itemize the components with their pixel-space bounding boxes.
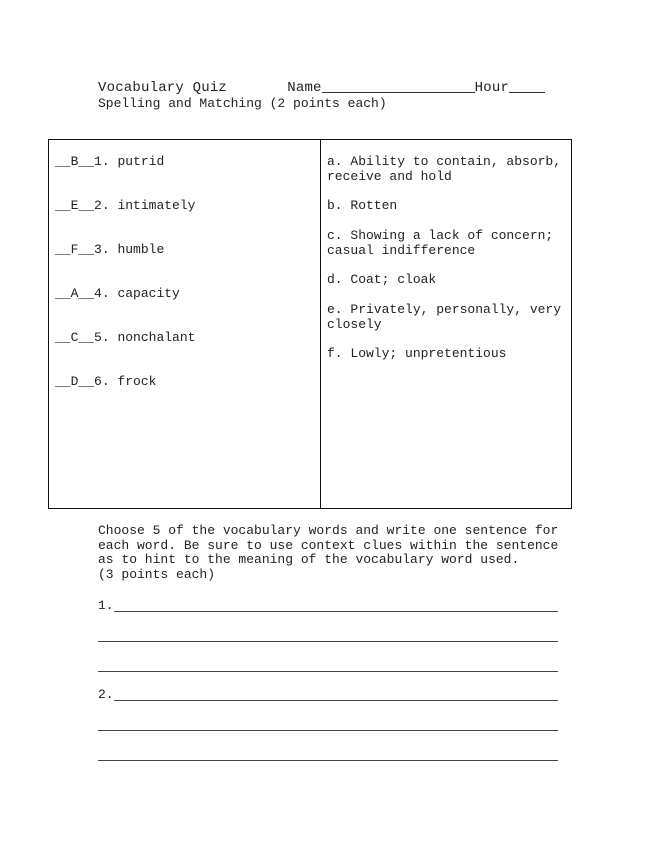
answer-3[interactable]: F <box>70 242 79 257</box>
sentence-number-1: 1. <box>98 598 114 613</box>
item-number-4: 4. <box>94 286 110 301</box>
points-note: (3 points each) <box>98 567 216 583</box>
matching-table <box>48 139 572 509</box>
match-item-3: __F__3. humble <box>55 242 165 257</box>
match-item-2: __E__2. intimately <box>55 198 196 213</box>
item-number-2: 2. <box>94 198 110 213</box>
sentence-instructions <box>98 524 568 583</box>
word-4: capacity <box>117 286 180 301</box>
match-item-6: __D__6. frock <box>55 374 157 389</box>
sentence-1-line-3[interactable] <box>98 671 558 672</box>
definitions-column <box>321 140 571 508</box>
answer-2[interactable]: E <box>70 198 79 213</box>
quiz-subtitle: Spelling and Matching (2 points each) <box>98 96 387 111</box>
name-field[interactable] <box>322 78 475 93</box>
sentence-2-line-1[interactable] <box>114 700 558 701</box>
sentence-1-line-2[interactable] <box>98 641 558 642</box>
definition-b: b. Rotten <box>327 198 398 213</box>
quiz-header <box>98 78 545 96</box>
match-item-5: __C__5. nonchalant <box>55 330 196 345</box>
answer-1[interactable]: B <box>70 154 79 169</box>
instructions-text: Choose 5 of the vocabulary words and write one sentence for each word. Be sure to use context clues within the sentence as to hint to the meaning of the vocabulary word used. <box>98 523 559 568</box>
item-number-6: 6. <box>94 374 110 389</box>
hour-label: Hour <box>474 80 510 96</box>
sentence-number-2: 2. <box>98 687 114 702</box>
match-item-4: __A__4. capacity <box>55 286 180 301</box>
item-number-3: 3. <box>94 242 110 257</box>
words-column <box>49 140 321 508</box>
definition-c: c. Showing a lack of concern; casual indifference <box>327 228 554 258</box>
answer-5[interactable]: C <box>70 330 79 345</box>
item-number-1: 1. <box>94 154 110 169</box>
word-5: nonchalant <box>117 330 196 345</box>
match-item-1: __B__1. putrid <box>55 154 165 169</box>
sentence-2-line-3[interactable] <box>98 760 558 761</box>
word-6: frock <box>117 374 157 389</box>
definition-e: e. Privately, personally, very closely <box>327 302 562 332</box>
definition-a: a. Ability to contain, absorb, receive and hold <box>327 154 562 184</box>
definition-f: f. Lowly; unpretentious <box>327 346 507 361</box>
answer-4[interactable]: A <box>70 286 79 301</box>
word-3: humble <box>117 242 165 257</box>
sentence-1-line-1[interactable] <box>114 611 558 612</box>
word-1: putrid <box>117 154 165 169</box>
quiz-title: Vocabulary Quiz <box>98 80 228 96</box>
name-label: Name <box>287 80 322 96</box>
word-2: intimately <box>117 198 196 213</box>
item-number-5: 5. <box>94 330 110 345</box>
answer-6[interactable]: D <box>70 374 79 389</box>
definition-d: d. Coat; cloak <box>327 272 437 287</box>
hour-field[interactable] <box>509 78 545 93</box>
sentence-2-line-2[interactable] <box>98 730 558 731</box>
